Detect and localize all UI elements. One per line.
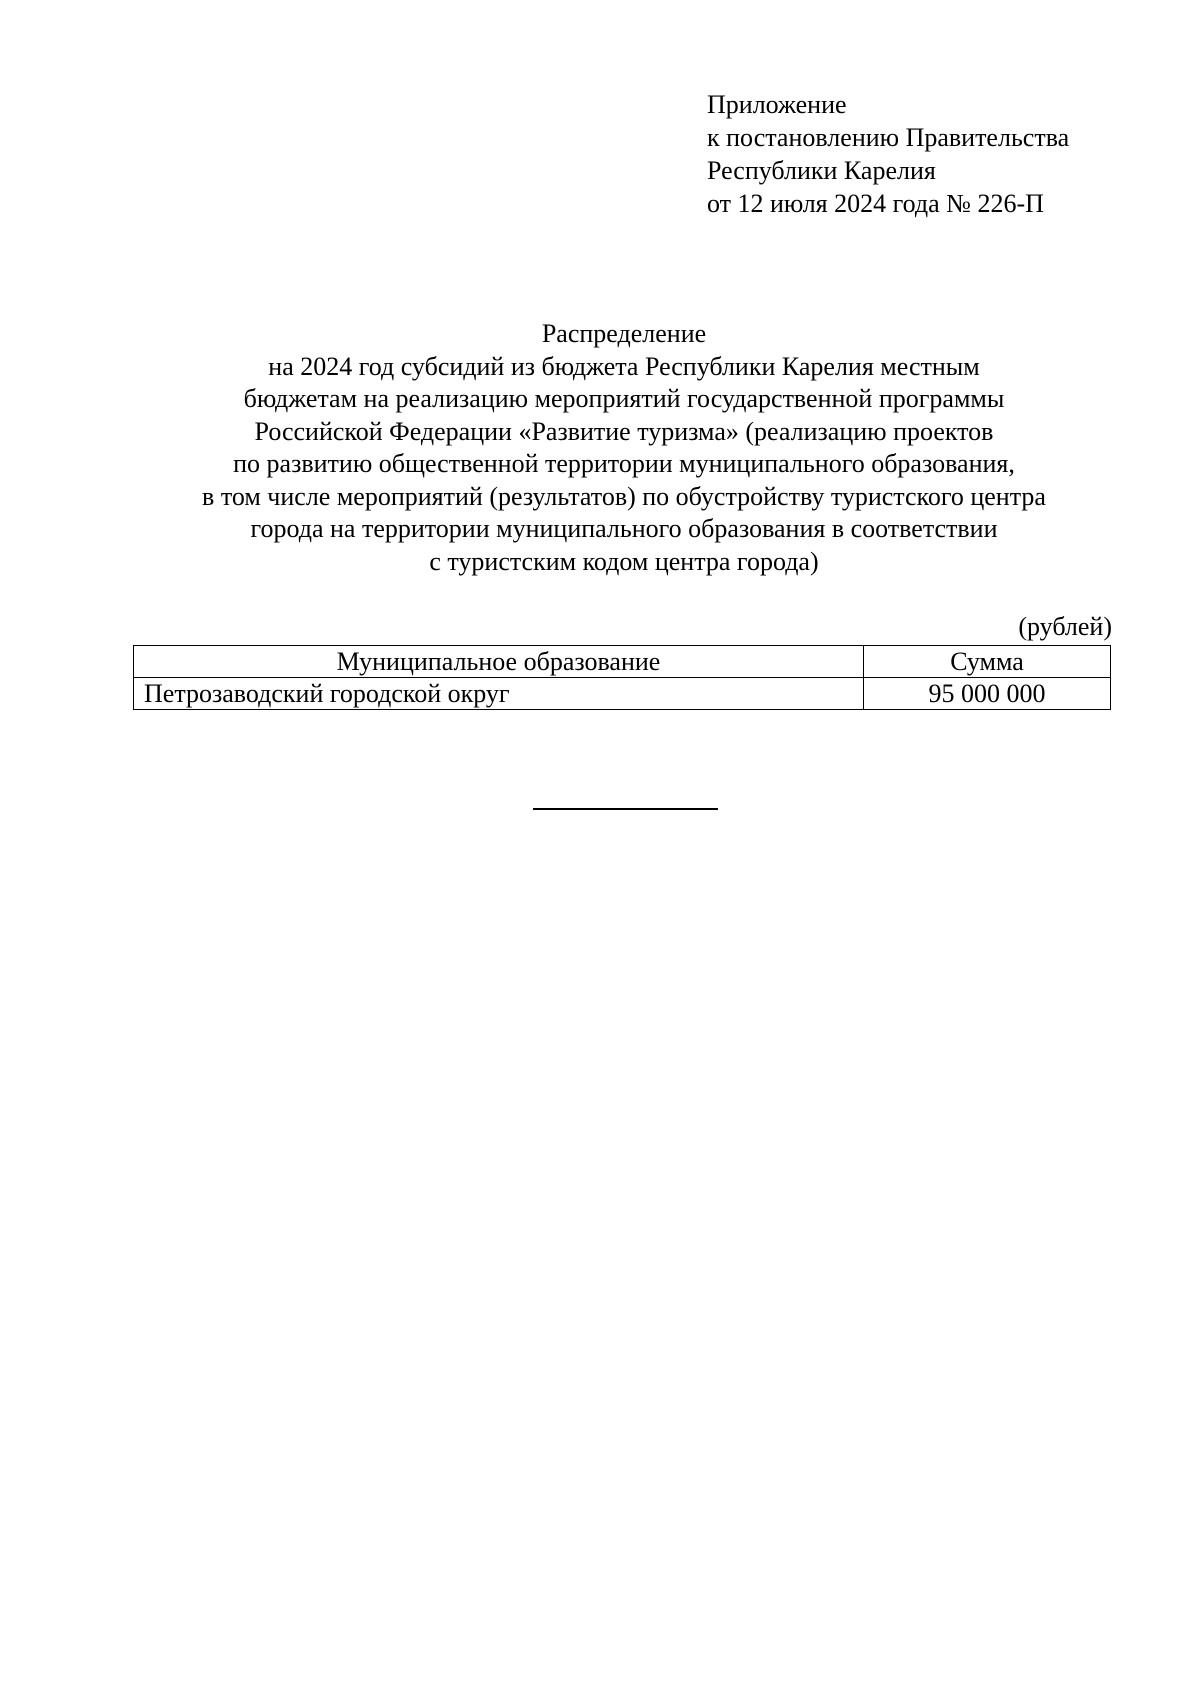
allocation-table	[133, 645, 1111, 710]
municipality-cell: Петрозаводский городской округ	[134, 678, 864, 710]
column-header-amount: Сумма	[864, 646, 1111, 678]
title-line: по развитию общественной территории муниципального образования,	[233, 449, 1015, 478]
title-line: города на территории муниципального образования в соответствии	[250, 514, 998, 543]
attachment-line: Республики Карелия	[707, 156, 936, 185]
title-line: в том числе мероприятий (результатов) по обустройству туристского центра	[202, 481, 1046, 511]
end-divider	[533, 808, 718, 810]
title-line: на 2024 год субсидий из бюджета Республики Карелия местным	[268, 351, 980, 381]
attachment-line: от 12 июля 2024 года № 226-П	[707, 189, 1044, 218]
amount-cell: 95 000 000	[864, 678, 1111, 710]
document-title	[0, 318, 1200, 578]
attachment-line: Приложение	[707, 90, 847, 119]
column-header-municipality: Муниципальное образование	[134, 646, 864, 678]
attachment-line: к постановлению Правительства	[707, 123, 1070, 152]
title-line: Российской Федерации «Развитие туризма» (реализацию проектов	[254, 416, 994, 446]
units-label: (рублей)	[1018, 612, 1112, 641]
table-row	[134, 678, 1111, 710]
table-header-row	[134, 646, 1111, 678]
title-line: бюджетам на реализацию мероприятий государственной программы	[243, 384, 1005, 413]
title-line: Распределение	[541, 319, 707, 348]
attachment-block	[707, 88, 1069, 220]
title-line: с туристским кодом центра города)	[429, 546, 819, 576]
